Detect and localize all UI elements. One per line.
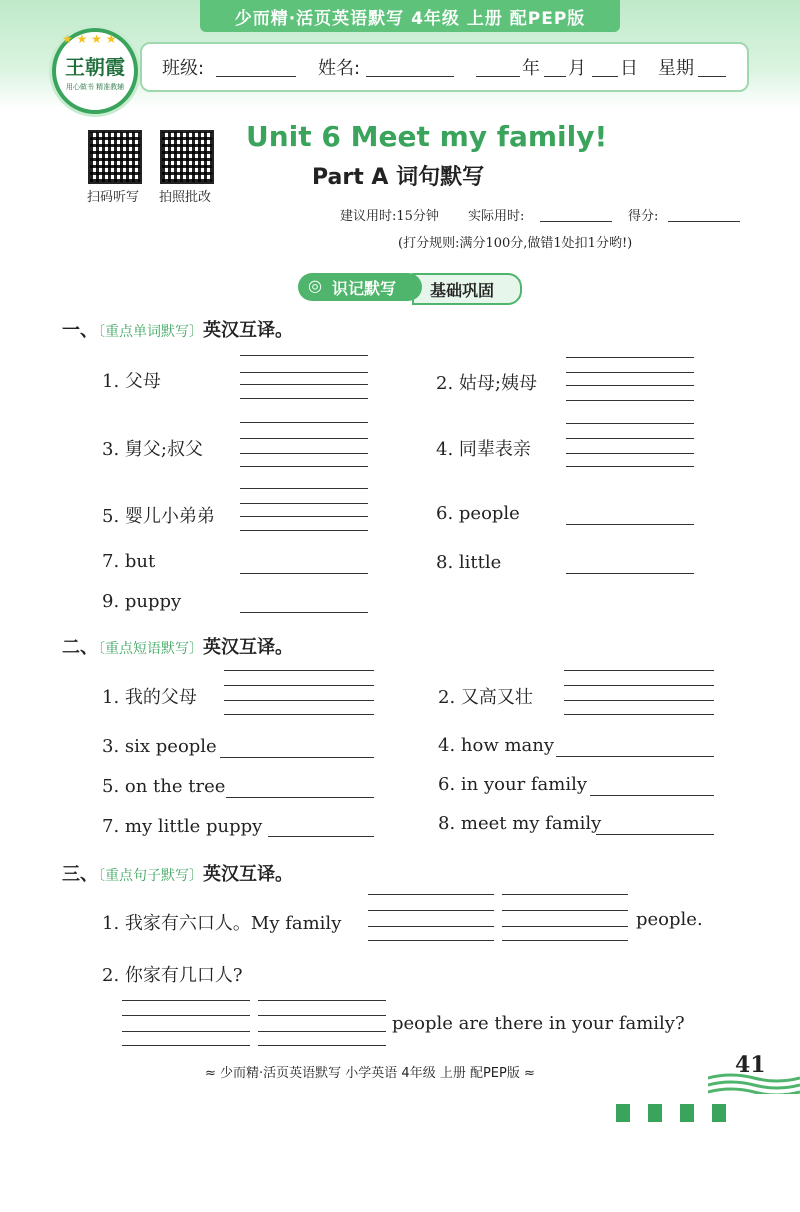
answer-line[interactable] bbox=[564, 670, 714, 671]
target-icon: ◎ bbox=[308, 276, 322, 295]
section-tag: 〔重点单词默写〕 bbox=[98, 324, 203, 340]
qr-code-icon[interactable] bbox=[88, 130, 142, 184]
star-icon: ★ ★ ★ ★ bbox=[62, 32, 117, 46]
answer-line[interactable] bbox=[240, 372, 368, 373]
answer-line[interactable] bbox=[502, 926, 628, 927]
answer-line[interactable] bbox=[564, 714, 714, 715]
section-3-heading bbox=[62, 860, 293, 886]
answer-line[interactable] bbox=[502, 940, 628, 941]
answer-line[interactable] bbox=[122, 1031, 250, 1032]
badge-left-label: 识记默写 bbox=[332, 279, 397, 298]
banner-text: 少而精·活页英语默写 4年级 上册 配PEP版 bbox=[234, 9, 586, 29]
answer-line[interactable] bbox=[368, 940, 494, 941]
answer-line[interactable] bbox=[240, 422, 368, 423]
answer-line[interactable] bbox=[240, 398, 368, 399]
answer-line[interactable] bbox=[240, 384, 368, 385]
qr-caption-grade: 拍照批改 bbox=[158, 190, 211, 205]
section-number: 三、 bbox=[62, 864, 98, 885]
list-item: 1. 我家有六口人。My family bbox=[102, 913, 342, 934]
decor-square bbox=[648, 1104, 662, 1122]
section-number: 一、 bbox=[62, 320, 98, 341]
section-title: 英汉互译。 bbox=[203, 320, 293, 341]
answer-line[interactable] bbox=[566, 372, 694, 373]
answer-line[interactable] bbox=[240, 466, 368, 467]
section-tag: 〔重点句子默写〕 bbox=[98, 868, 203, 884]
answer-line[interactable] bbox=[368, 926, 494, 927]
list-item: 7. my little puppy bbox=[102, 816, 263, 837]
decor-square bbox=[680, 1104, 694, 1122]
list-item: 7. but bbox=[102, 551, 156, 572]
answer-line[interactable] bbox=[240, 516, 368, 517]
qr-code-icon[interactable] bbox=[160, 130, 214, 184]
wave-icon bbox=[708, 1072, 800, 1094]
section-number: 二、 bbox=[62, 637, 98, 658]
score-field[interactable] bbox=[668, 221, 740, 222]
answer-line[interactable] bbox=[240, 488, 368, 489]
answer-line[interactable] bbox=[122, 1015, 250, 1016]
answer-line[interactable] bbox=[224, 670, 374, 671]
answer-line[interactable] bbox=[240, 573, 368, 574]
list-item: 4. 同辈表亲 bbox=[436, 439, 531, 460]
answer-line[interactable] bbox=[566, 400, 694, 401]
answer-line[interactable] bbox=[566, 385, 694, 386]
list-item: 2. 又高又壮 bbox=[438, 687, 533, 708]
answer-line[interactable] bbox=[258, 1000, 386, 1001]
answer-line[interactable] bbox=[240, 453, 368, 454]
answer-line[interactable] bbox=[258, 1015, 386, 1016]
list-item: 5. 婴儿小弟弟 bbox=[102, 506, 215, 527]
list-item: 1. 父母 bbox=[102, 371, 161, 392]
section-1-heading bbox=[62, 316, 293, 342]
answer-line[interactable] bbox=[224, 714, 374, 715]
list-item: 9. puppy bbox=[102, 591, 182, 612]
answer-line[interactable] bbox=[258, 1045, 386, 1046]
answer-line[interactable] bbox=[566, 453, 694, 454]
score-label: 得分: bbox=[628, 209, 659, 224]
name-field[interactable] bbox=[366, 76, 454, 77]
answer-line[interactable] bbox=[566, 438, 694, 439]
sentence-end: people. bbox=[636, 909, 703, 930]
answer-line[interactable] bbox=[556, 756, 714, 757]
actual-time-label: 实际用时: bbox=[468, 209, 525, 224]
badge-right bbox=[412, 273, 522, 305]
month-label: 月 bbox=[568, 58, 586, 79]
answer-line[interactable] bbox=[564, 700, 714, 701]
list-item: 4. how many bbox=[438, 735, 555, 756]
list-item: 3. 舅父;叔父 bbox=[102, 439, 203, 460]
section-title: 英汉互译。 bbox=[203, 637, 293, 658]
section-2-heading bbox=[62, 633, 293, 659]
year-field[interactable] bbox=[476, 76, 520, 77]
class-field[interactable] bbox=[216, 76, 296, 77]
answer-line[interactable] bbox=[566, 423, 694, 424]
year-label: 年 bbox=[522, 58, 540, 79]
answer-line[interactable] bbox=[240, 530, 368, 531]
list-item: 2. 姑母;姨母 bbox=[436, 373, 537, 394]
decor-square bbox=[616, 1104, 630, 1122]
answer-line[interactable] bbox=[122, 1045, 250, 1046]
list-item: 5. on the tree bbox=[102, 776, 226, 797]
logo-text: 王朝霞 bbox=[65, 55, 125, 79]
suggest-time: 建议用时:15分钟 bbox=[340, 209, 439, 224]
actual-time-field[interactable] bbox=[540, 221, 612, 222]
decor-square bbox=[712, 1104, 726, 1122]
answer-line[interactable] bbox=[122, 1000, 250, 1001]
answer-line[interactable] bbox=[258, 1031, 386, 1032]
answer-line[interactable] bbox=[240, 503, 368, 504]
footer-text: ≈ 少而精·活页英语默写 小学英语 4年级 上册 配PEP版 ≈ bbox=[205, 1066, 535, 1081]
list-item: 3. six people bbox=[102, 736, 217, 757]
answer-line[interactable] bbox=[240, 355, 368, 356]
answer-line[interactable] bbox=[566, 357, 694, 358]
day-label: 日 bbox=[620, 58, 638, 79]
answer-line[interactable] bbox=[368, 894, 494, 895]
part-title: Part A 词句默写 bbox=[312, 165, 485, 190]
list-item: 2. 你家有几口人? bbox=[102, 965, 243, 986]
answer-line[interactable] bbox=[240, 438, 368, 439]
answer-line[interactable] bbox=[566, 573, 694, 574]
section-tag: 〔重点短语默写〕 bbox=[98, 641, 203, 657]
class-label: 班级: bbox=[162, 58, 205, 79]
score-rule: (打分规则:满分100分,做错1处扣1分哟!) bbox=[398, 236, 633, 251]
answer-line[interactable] bbox=[220, 757, 374, 758]
sentence-end: people are there in your family? bbox=[392, 1013, 685, 1034]
answer-line[interactable] bbox=[268, 836, 374, 837]
answer-line[interactable] bbox=[564, 685, 714, 686]
answer-line[interactable] bbox=[590, 795, 714, 796]
weekday-field[interactable] bbox=[698, 76, 726, 77]
qr-caption-listen: 扫码听写 bbox=[86, 190, 139, 205]
answer-line[interactable] bbox=[502, 894, 628, 895]
student-info-box bbox=[140, 42, 749, 92]
badge-right-label: 基础巩固 bbox=[430, 281, 495, 300]
list-item: 6. in your family bbox=[438, 774, 588, 795]
list-item: 8. little bbox=[436, 552, 502, 573]
page-number: 41 bbox=[735, 1052, 766, 1078]
answer-line[interactable] bbox=[224, 700, 374, 701]
list-item: 8. meet my family bbox=[438, 813, 602, 834]
answer-line[interactable] bbox=[566, 466, 694, 467]
logo-subtext: 用心做书 精准教辅 bbox=[65, 83, 125, 91]
answer-line[interactable] bbox=[226, 797, 374, 798]
answer-line[interactable] bbox=[596, 834, 714, 835]
month-field[interactable] bbox=[544, 76, 566, 77]
answer-line[interactable] bbox=[224, 685, 374, 686]
section-title: 英汉互译。 bbox=[203, 864, 293, 885]
answer-line[interactable] bbox=[240, 612, 368, 613]
badge-left bbox=[298, 273, 422, 301]
list-item: 1. 我的父母 bbox=[102, 687, 197, 708]
unit-title: Unit 6 Meet my family! bbox=[246, 120, 608, 153]
day-field[interactable] bbox=[592, 76, 618, 77]
list-item: 6. people bbox=[436, 503, 520, 524]
answer-line[interactable] bbox=[502, 910, 628, 911]
weekday-label: 星期 bbox=[658, 58, 694, 79]
answer-line[interactable] bbox=[566, 524, 694, 525]
name-label: 姓名: bbox=[318, 58, 361, 79]
answer-line[interactable] bbox=[368, 910, 494, 911]
